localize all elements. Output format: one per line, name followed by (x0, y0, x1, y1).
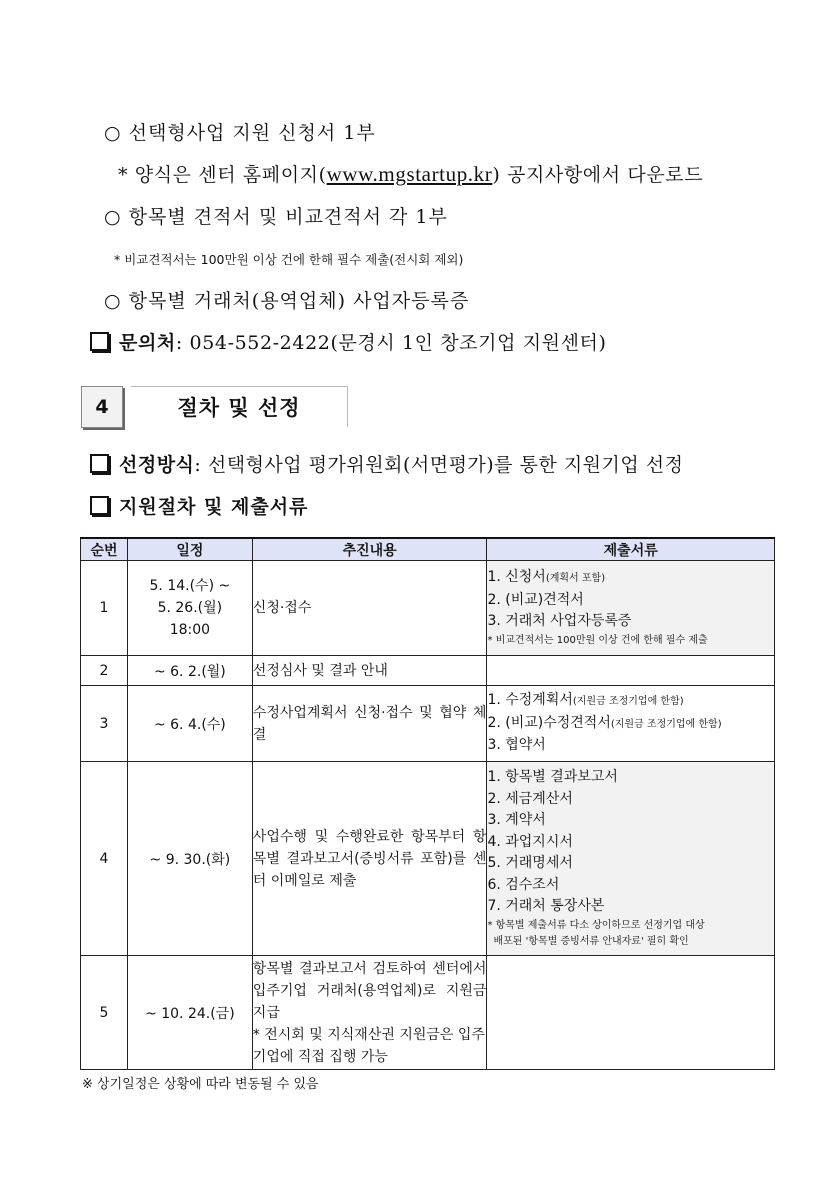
doc-item-qualifier: (지원금 조정기업에 한함) (572, 696, 684, 708)
row-date: ~ 10. 24.(금) (127, 956, 252, 1070)
row-date (127, 561, 252, 656)
row-no: 1 (81, 561, 128, 656)
doc-item: 4. 과업지시서 (487, 833, 573, 850)
row-date: ~ 9. 30.(화) (127, 762, 252, 956)
row-docs (487, 956, 775, 1070)
doc-item: 1. 항목별 결과보고서 (487, 769, 618, 786)
selection-label: 선정방식 (119, 454, 195, 476)
doc-item (487, 567, 774, 590)
contact-label: 문의처 (119, 332, 176, 354)
note-text-prefix: * 양식은 센터 홈페이지( (118, 164, 327, 186)
row-date: ~ 6. 4.(수) (127, 686, 252, 762)
doc-item: 6. 검수조서 (487, 876, 560, 893)
requirement-note-estimates: * 비교견적서는 100만원 이상 건에 한해 필수 제출(전시회 제외) (114, 252, 464, 267)
date-line: 5. 26.(월) (157, 600, 223, 616)
row-content: 사업수행 및 수행완료한 항목부터 항목별 결과보고서(증빙서류 포함)를 센터 이메일로 제출 (252, 762, 487, 956)
date-line: 5. 14.(수) ~ (149, 578, 231, 594)
selection-method-line (90, 450, 684, 477)
table-header-row (81, 538, 775, 561)
table-row (81, 762, 775, 956)
row-docs (487, 686, 775, 762)
doc-item: 7. 거래처 통장사본 (487, 898, 605, 915)
requirement-item-application: ○ 선택형사업 지원 신청서 1부 (104, 122, 376, 144)
procedure-table (80, 537, 775, 1070)
requirement-item-estimates: ○ 항목별 견적서 및 비교견적서 각 1부 (104, 206, 448, 228)
row-content: 수정사업계획서 신청·접수 및 협약 체결 (252, 686, 487, 762)
table-row (81, 956, 775, 1070)
row-content: 선정심사 및 결과 안내 (252, 656, 487, 686)
table-row (81, 686, 775, 762)
date-line: 18:00 (169, 622, 211, 638)
row-date: ~ 6. 2.(월) (127, 656, 252, 686)
header-no: 순번 (81, 538, 128, 561)
contact-line (90, 328, 607, 355)
row-docs (487, 656, 775, 686)
doc-item: 3. 협약서 (487, 737, 546, 754)
content-text: 항목별 결과보고서 검토하여 센터에서 입주기업 거래처(용역업체)로 지원금 지급 (252, 960, 487, 1021)
doc-item (487, 713, 774, 736)
checkbox-square-icon (90, 496, 109, 515)
doc-item (487, 690, 774, 713)
row-no: 3 (81, 686, 128, 762)
section-title: 절차 및 선정 (131, 386, 348, 427)
header-docs: 제출서류 (487, 538, 775, 561)
doc-note: * 항목별 제출서류 다소 상이하므로 선정기업 대상 (487, 919, 705, 931)
table-row (81, 561, 775, 656)
procedure-heading-line (90, 492, 308, 519)
row-docs (487, 762, 775, 956)
footer-note: ※ 상기일정은 상황에 따라 변동될 수 있음 (82, 1077, 319, 1092)
table-row (81, 656, 775, 686)
row-no: 2 (81, 656, 128, 686)
requirement-note-download (118, 160, 703, 187)
content-note: * 전시회 및 지식재산권 지원금은 입주기업에 직접 집행 가능 (252, 1026, 485, 1065)
doc-item-text: 2. (비교)수정견적서 (487, 714, 611, 731)
row-content: 신청·접수 (252, 561, 487, 656)
requirement-item-business-registration: ○ 항목별 거래처(용역업체) 사업자등록증 (104, 290, 470, 312)
doc-item: 5. 거래명세서 (487, 855, 573, 872)
row-content (252, 956, 487, 1070)
doc-item: 2. (비교)견적서 (487, 591, 584, 608)
doc-note: * 비교견적서는 100만원 이상 건에 한해 필수 제출 (487, 634, 708, 646)
doc-item: 3. 거래처 사업자등록증 (487, 613, 632, 630)
row-docs (487, 561, 775, 656)
checkbox-square-icon (90, 332, 109, 351)
doc-item-qualifier: (지원금 조정기업에 한함) (610, 718, 722, 730)
doc-item: 2. 세금계산서 (487, 790, 573, 807)
selection-value: : 선택형사업 평가위원회(서면평가)를 통한 지원기업 선정 (194, 454, 684, 476)
section-header (81, 386, 349, 430)
header-content: 추진내용 (252, 538, 487, 561)
doc-item-qualifier: (계획서 포함) (545, 573, 606, 585)
row-no: 4 (81, 762, 128, 956)
homepage-link[interactable]: www.mgstartup.kr (326, 162, 493, 186)
doc-item-text: 1. 수정계획서 (487, 692, 573, 709)
header-date: 일정 (127, 538, 252, 561)
contact-value: : 054-552-2422(문경시 1인 창조기업 지원센터) (175, 332, 607, 354)
checkbox-square-icon (90, 454, 109, 473)
doc-note: 배포된 '항목별 증빙서류 안내자료' 필히 확인 (493, 935, 689, 947)
procedure-heading: 지원절차 및 제출서류 (119, 496, 309, 518)
row-no: 5 (81, 956, 128, 1070)
doc-item: 3. 계약서 (487, 812, 546, 829)
note-text-suffix: ) 공지사항에서 다운로드 (492, 164, 704, 186)
section-number: 4 (81, 386, 123, 428)
doc-item-text: 1. 신청서 (487, 569, 546, 586)
